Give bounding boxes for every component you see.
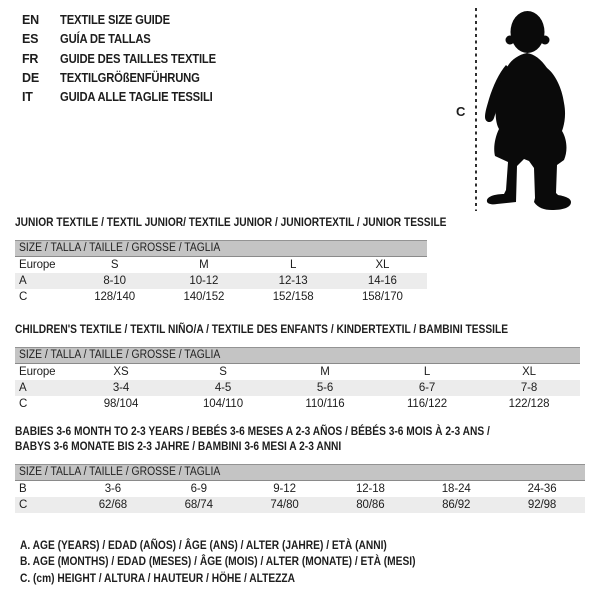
table-cell: 68/74 <box>184 499 213 511</box>
legend <box>20 537 485 586</box>
table-rows <box>15 364 580 412</box>
table-cell: 86/92 <box>442 499 471 511</box>
size-table-section <box>15 215 447 305</box>
row-label: Europe <box>19 366 56 378</box>
table-row <box>15 289 427 305</box>
table-cell: 18-24 <box>441 483 471 495</box>
size-header-label: SIZE / TALLA / TAILLE / GRÖSSE / TAGLIA <box>19 349 221 361</box>
size-header-bar <box>15 464 585 481</box>
row-label: C <box>19 398 28 410</box>
table-cell: 7-8 <box>520 382 538 394</box>
table-row <box>15 380 580 396</box>
table-cell: M <box>199 259 209 271</box>
row-label: A <box>19 275 27 287</box>
language-code: ES <box>22 32 39 47</box>
table-cell: S <box>219 366 227 378</box>
table-row <box>15 257 427 273</box>
table-row <box>15 273 427 289</box>
table-cell: 12-13 <box>278 275 308 287</box>
row-label: B <box>19 483 27 495</box>
table-row <box>15 364 580 380</box>
table-cell: 110/116 <box>305 398 345 410</box>
table-cell: 104/110 <box>202 398 244 410</box>
size-header-label: SIZE / TALLA / TAILLE / GRÖSSE / TAGLIA <box>19 466 221 478</box>
table-cell: 6-9 <box>190 483 207 495</box>
language-guide-title: GUIDE DES TAILLES TEXTILE <box>60 51 216 66</box>
language-row <box>22 50 233 69</box>
row-label: C <box>19 291 28 303</box>
table-cell: 12-18 <box>355 483 385 495</box>
table-rows <box>15 481 585 513</box>
table-cell: 4-5 <box>214 382 232 394</box>
table-cell: 10-12 <box>189 275 219 287</box>
size-table-section <box>15 322 580 412</box>
table-cell: 24-36 <box>527 483 557 495</box>
table-title-line: JUNIOR TEXTILE / TEXTIL JUNIOR/ TEXTILE JUNIOR / JUNIORTEXTIL / JUNIOR TESSILE <box>15 215 447 229</box>
size-table-section <box>15 424 585 513</box>
height-marker-label: C <box>456 104 466 119</box>
language-row <box>22 69 233 88</box>
table-cell: 116/122 <box>406 398 448 410</box>
table-cell: 74/80 <box>270 499 299 511</box>
language-code: DE <box>22 70 39 85</box>
row-label: C <box>19 499 28 511</box>
table-cell: S <box>110 259 119 271</box>
table-cell: 128/140 <box>94 291 136 303</box>
table-cell: 98/104 <box>103 398 139 410</box>
table-cell: 8-10 <box>103 275 126 287</box>
language-row <box>22 88 233 107</box>
table-row <box>15 396 580 412</box>
table-cell: 152/158 <box>272 291 314 303</box>
table-cell: 92/98 <box>527 499 557 511</box>
size-header-label: SIZE / TALLA / TAILLE / GRÖSSE / TAGLIA <box>19 242 221 254</box>
legend-line: B. AGE (MONTHS) / EDAD (MESES) / ÂGE (MOIS) / ALTER (MONATE) / ETÀ (MESI) <box>20 554 416 569</box>
table-title <box>15 322 580 337</box>
table-cell: 14-16 <box>367 275 397 287</box>
table-cell: L <box>289 259 297 271</box>
table-cell: 158/170 <box>361 291 403 303</box>
language-row <box>22 30 233 49</box>
table-cell: 140/152 <box>183 291 225 303</box>
table-cell: 62/68 <box>98 499 128 511</box>
table-row <box>15 481 585 497</box>
table-title-line: CHILDREN'S TEXTILE / TEXTIL NIÑO/A / TEXTILE DES ENFANTS / KINDERTEXTIL / BAMBINI TESSILE <box>15 322 509 336</box>
table-cell: XL <box>375 259 390 271</box>
toddler-silhouette-icon <box>484 9 579 211</box>
table-cell: 3-4 <box>112 382 130 394</box>
table-cell: 5-6 <box>316 382 334 394</box>
language-guide-title: GUÍA DE TALLAS <box>60 32 151 47</box>
table-cell: 80/86 <box>356 499 385 511</box>
language-guide-title: TEXTILE SIZE GUIDE <box>60 13 170 27</box>
table-title <box>15 424 585 454</box>
table-rows <box>15 257 427 305</box>
table-cell: 9-12 <box>273 483 296 495</box>
language-code: IT <box>22 90 33 105</box>
table-title-line: BABYS 3-6 MONATE BIS 2-3 JAHRE / BAMBINI 3-6 MESI A 2-3 ANNI <box>15 439 342 453</box>
table-cell: XL <box>522 366 536 378</box>
table-title-line: BABIES 3-6 MONTH TO 2-3 YEARS / BEBÉS 3-6 MESES A 2-3 AÑOS / BÉBÉS 3-6 MOIS À 2-3 ANS / <box>15 424 490 438</box>
table-title <box>15 215 447 230</box>
size-header-bar <box>15 347 580 364</box>
language-row <box>22 11 233 30</box>
table-cell: XS <box>113 366 129 378</box>
table-cell: M <box>320 366 330 378</box>
row-label: A <box>19 382 27 394</box>
language-guide-title: GUIDA ALLE TAGLIE TESSILI <box>60 90 213 105</box>
size-header-bar <box>15 240 427 257</box>
table-row <box>15 497 585 513</box>
table-cell: 3-6 <box>104 483 122 495</box>
table-cell: 122/128 <box>508 398 550 410</box>
language-code: EN <box>22 13 39 27</box>
height-dotted-line <box>475 8 477 211</box>
language-guide-title: TEXTILGRÖßENFÜHRUNG <box>60 70 200 85</box>
legend-line: A. AGE (YEARS) / EDAD (AÑOS) / ÂGE (ANS) / ALTER (JAHRE) / ETÀ (ANNI) <box>20 538 387 552</box>
language-title-list <box>22 11 233 107</box>
row-label: Europe <box>19 259 56 271</box>
legend-line: C. (cm) HEIGHT / ALTURA / HAUTEUR / HÖHE / ALTEZZA <box>20 570 296 585</box>
table-cell: L <box>423 366 431 378</box>
language-code: FR <box>22 51 39 66</box>
table-cell: 6-7 <box>418 382 436 394</box>
